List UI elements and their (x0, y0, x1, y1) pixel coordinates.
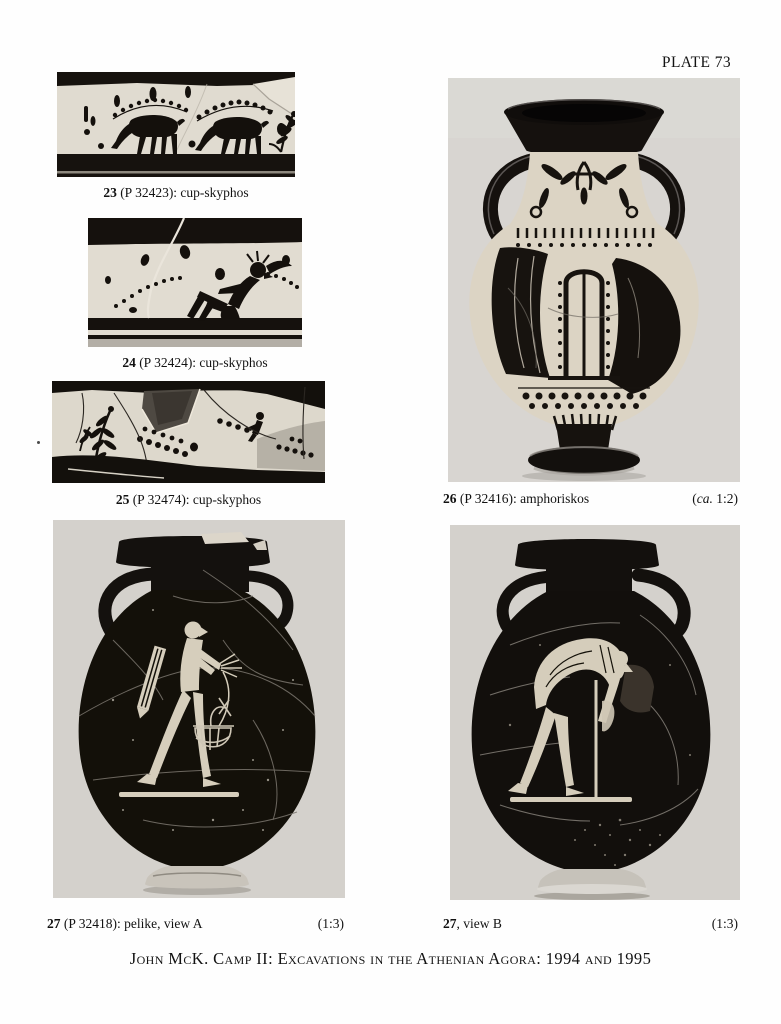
vase-mouth (515, 539, 659, 570)
caption-27a-scale: (1:3) (317, 916, 344, 931)
figure-23-number: 23 (103, 185, 117, 200)
pelike-view-b-photo-27 (450, 525, 740, 900)
ground-line (510, 797, 632, 802)
caption-27b-scale: (1:3) (711, 916, 738, 931)
figure-25-text: (P 32474): cup-skyphos (129, 492, 262, 507)
figure-27a-photo (53, 520, 345, 898)
cup-skyphos-frieze-photo-23 (57, 72, 295, 177)
vase-body (472, 591, 711, 869)
vase-foot (537, 869, 647, 894)
figure-25-photo (52, 381, 325, 483)
frieze-top-band (88, 218, 302, 245)
frieze-bottom-band (88, 318, 302, 330)
figure-23-text: (P 32423): cup-skyphos (116, 185, 249, 200)
caption-26 (443, 491, 738, 507)
vase-neck (151, 564, 249, 592)
caption-27a (47, 916, 344, 932)
plate-label: PLATE 73 (661, 54, 731, 71)
frieze-bottom-band (57, 154, 295, 177)
caption-24 (88, 355, 302, 371)
figure-24-number: 24 (122, 355, 136, 370)
figure-27b-photo (450, 525, 740, 900)
caption-26-text: 26 (P 32416): amphoriskos (443, 491, 590, 506)
caption-26-scale: (ca. 1:2) (692, 491, 738, 506)
vase-mouth (504, 99, 664, 155)
caption-27b-text: 27, view B (443, 916, 502, 931)
print-speck (37, 441, 40, 444)
caption-23 (57, 185, 295, 201)
caption-27b (443, 916, 738, 932)
figure-24-text: (P 32424): cup-skyphos (135, 355, 268, 370)
cup-skyphos-frieze-photo-24 (88, 218, 302, 347)
figure-26-photo (448, 78, 740, 482)
figure-25-number: 25 (115, 492, 130, 507)
figure-24-photo (88, 218, 302, 347)
pelike-view-a-photo-27 (53, 520, 345, 898)
caption-27a-text: 27 (P 32418): pelike, view A (47, 916, 203, 931)
amphoriskos-photo-26 (448, 78, 740, 482)
vase-neck (546, 569, 632, 593)
cup-skyphos-frieze-photo-25 (52, 381, 325, 483)
figure-23-photo (57, 72, 295, 177)
plate-footer-citation: John McK. Camp II: Excavations in the Athenian Agora: 1994 and 1995 (129, 949, 652, 968)
vase-foot (145, 866, 249, 889)
caption-25 (52, 492, 325, 508)
